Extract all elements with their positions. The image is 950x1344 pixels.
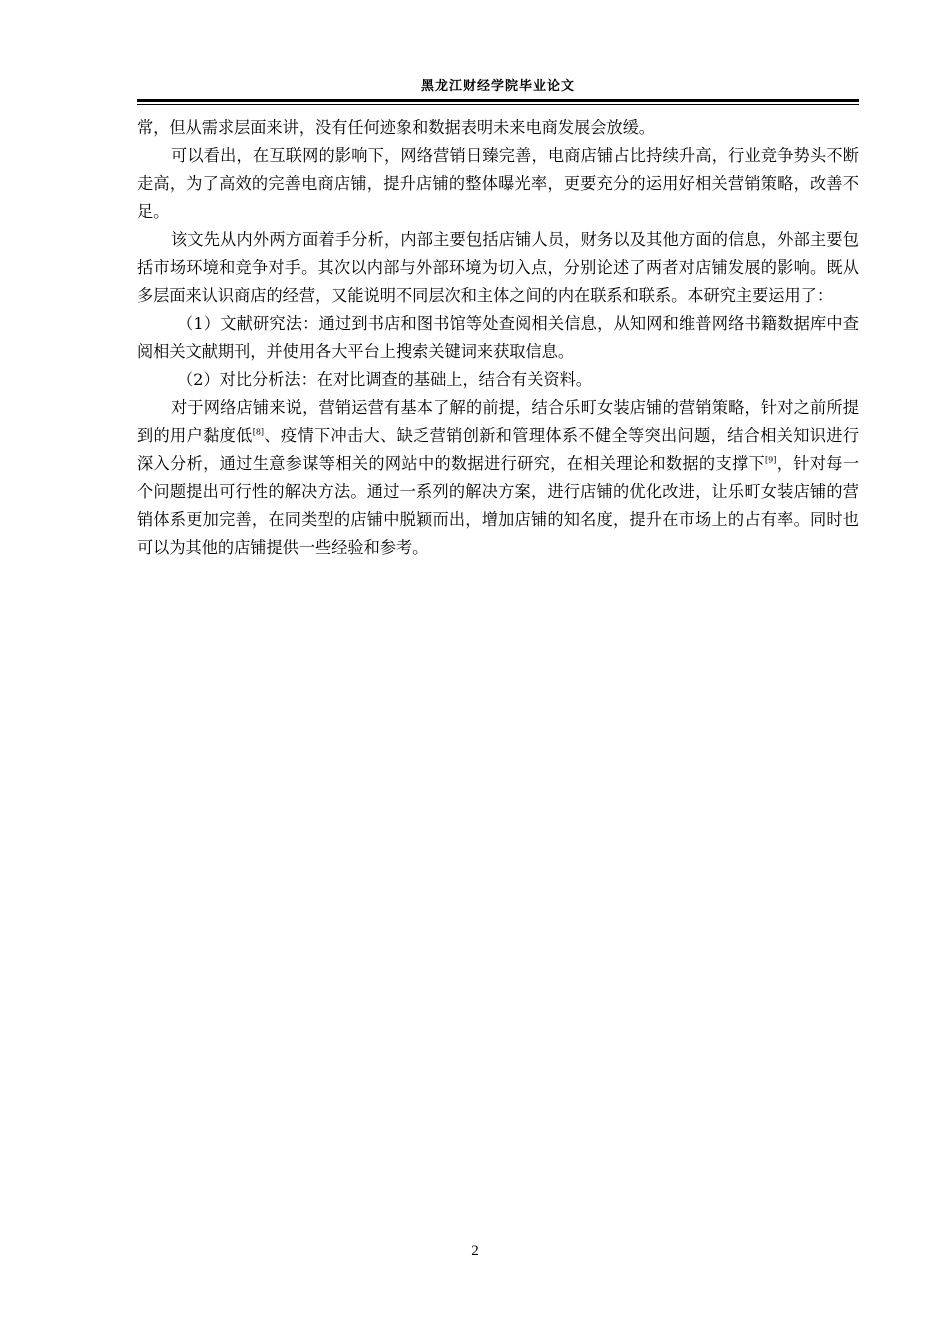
page-header bbox=[137, 78, 859, 96]
paragraph-method-comparison: （2）对比分析法：在对比调查的基础上，结合有关资料。 bbox=[177, 370, 592, 389]
body-text bbox=[137, 114, 859, 562]
citation-ref: [9] bbox=[765, 455, 777, 465]
header-title: 黑龙江财经学院毕业论文 bbox=[420, 79, 575, 94]
page-number: 2 bbox=[471, 1243, 479, 1259]
paragraph-method-literature: （1）文献研究法：通过到书店和图书馆等处查阅相关信息，从知网和维普网络书籍数据库中查阅相关文献期刊，并使用各大平台上搜索关键词来获取信息。 bbox=[137, 314, 859, 361]
paragraph-text: 对于网络店铺来说，营销运营有基本了解的前提，结合乐町女装店铺的营销策略，针对之前所提到的用户黏度低 bbox=[137, 398, 859, 445]
paragraph-text: ，针对每一个问题提出可行性的解决方法。通过一系列的解决方案，进行店铺的优化改进，让乐町女装店铺的营销体系更加完善，在同类型的店铺中脱颖而出，增加店铺的知名度，提升在市场上的占有率。同时也可以为其他的店铺提供一些经验和参考。 bbox=[137, 454, 860, 557]
paragraph-text: 、疫情下冲击大、缺乏营销创新和管理体系不健全等突出问题，结合相关知识进行深入分析，通过生意参谋等相关的网站中的数据进行研究，在相关理论和数据的支撑下 bbox=[137, 426, 860, 473]
paragraph-continuation: 常，但从需求层面来讲，没有任何迹象和数据表明未来电商发展会放缓。 bbox=[137, 118, 655, 137]
header-rule-thick bbox=[137, 99, 859, 102]
header-rule-thin bbox=[137, 104, 859, 105]
paragraph-internet-influence: 可以看出，在互联网的影响下，网络营销日臻完善，电商店铺占比持续升高，行业竞争势头不断走高，为了高效的完善电商店铺，提升店铺的整体曝光率，更要充分的运用好相关营销策略，改善不足。 bbox=[137, 146, 859, 221]
citation-ref: [8] bbox=[252, 427, 265, 437]
paragraph-store-strategy bbox=[137, 394, 859, 562]
paragraph-analysis-approach: 该文先从内外两方面着手分析，内部主要包括店铺人员，财务以及其他方面的信息，外部主要包括市场环境和竞争对手。其次以内部与外部环境为切入点，分别论述了两者对店铺发展的影响。既从多层面来认识商店的经营，又能说明不同层次和主体之间的内在联系和联系。本研究主要运用了： bbox=[137, 230, 859, 305]
